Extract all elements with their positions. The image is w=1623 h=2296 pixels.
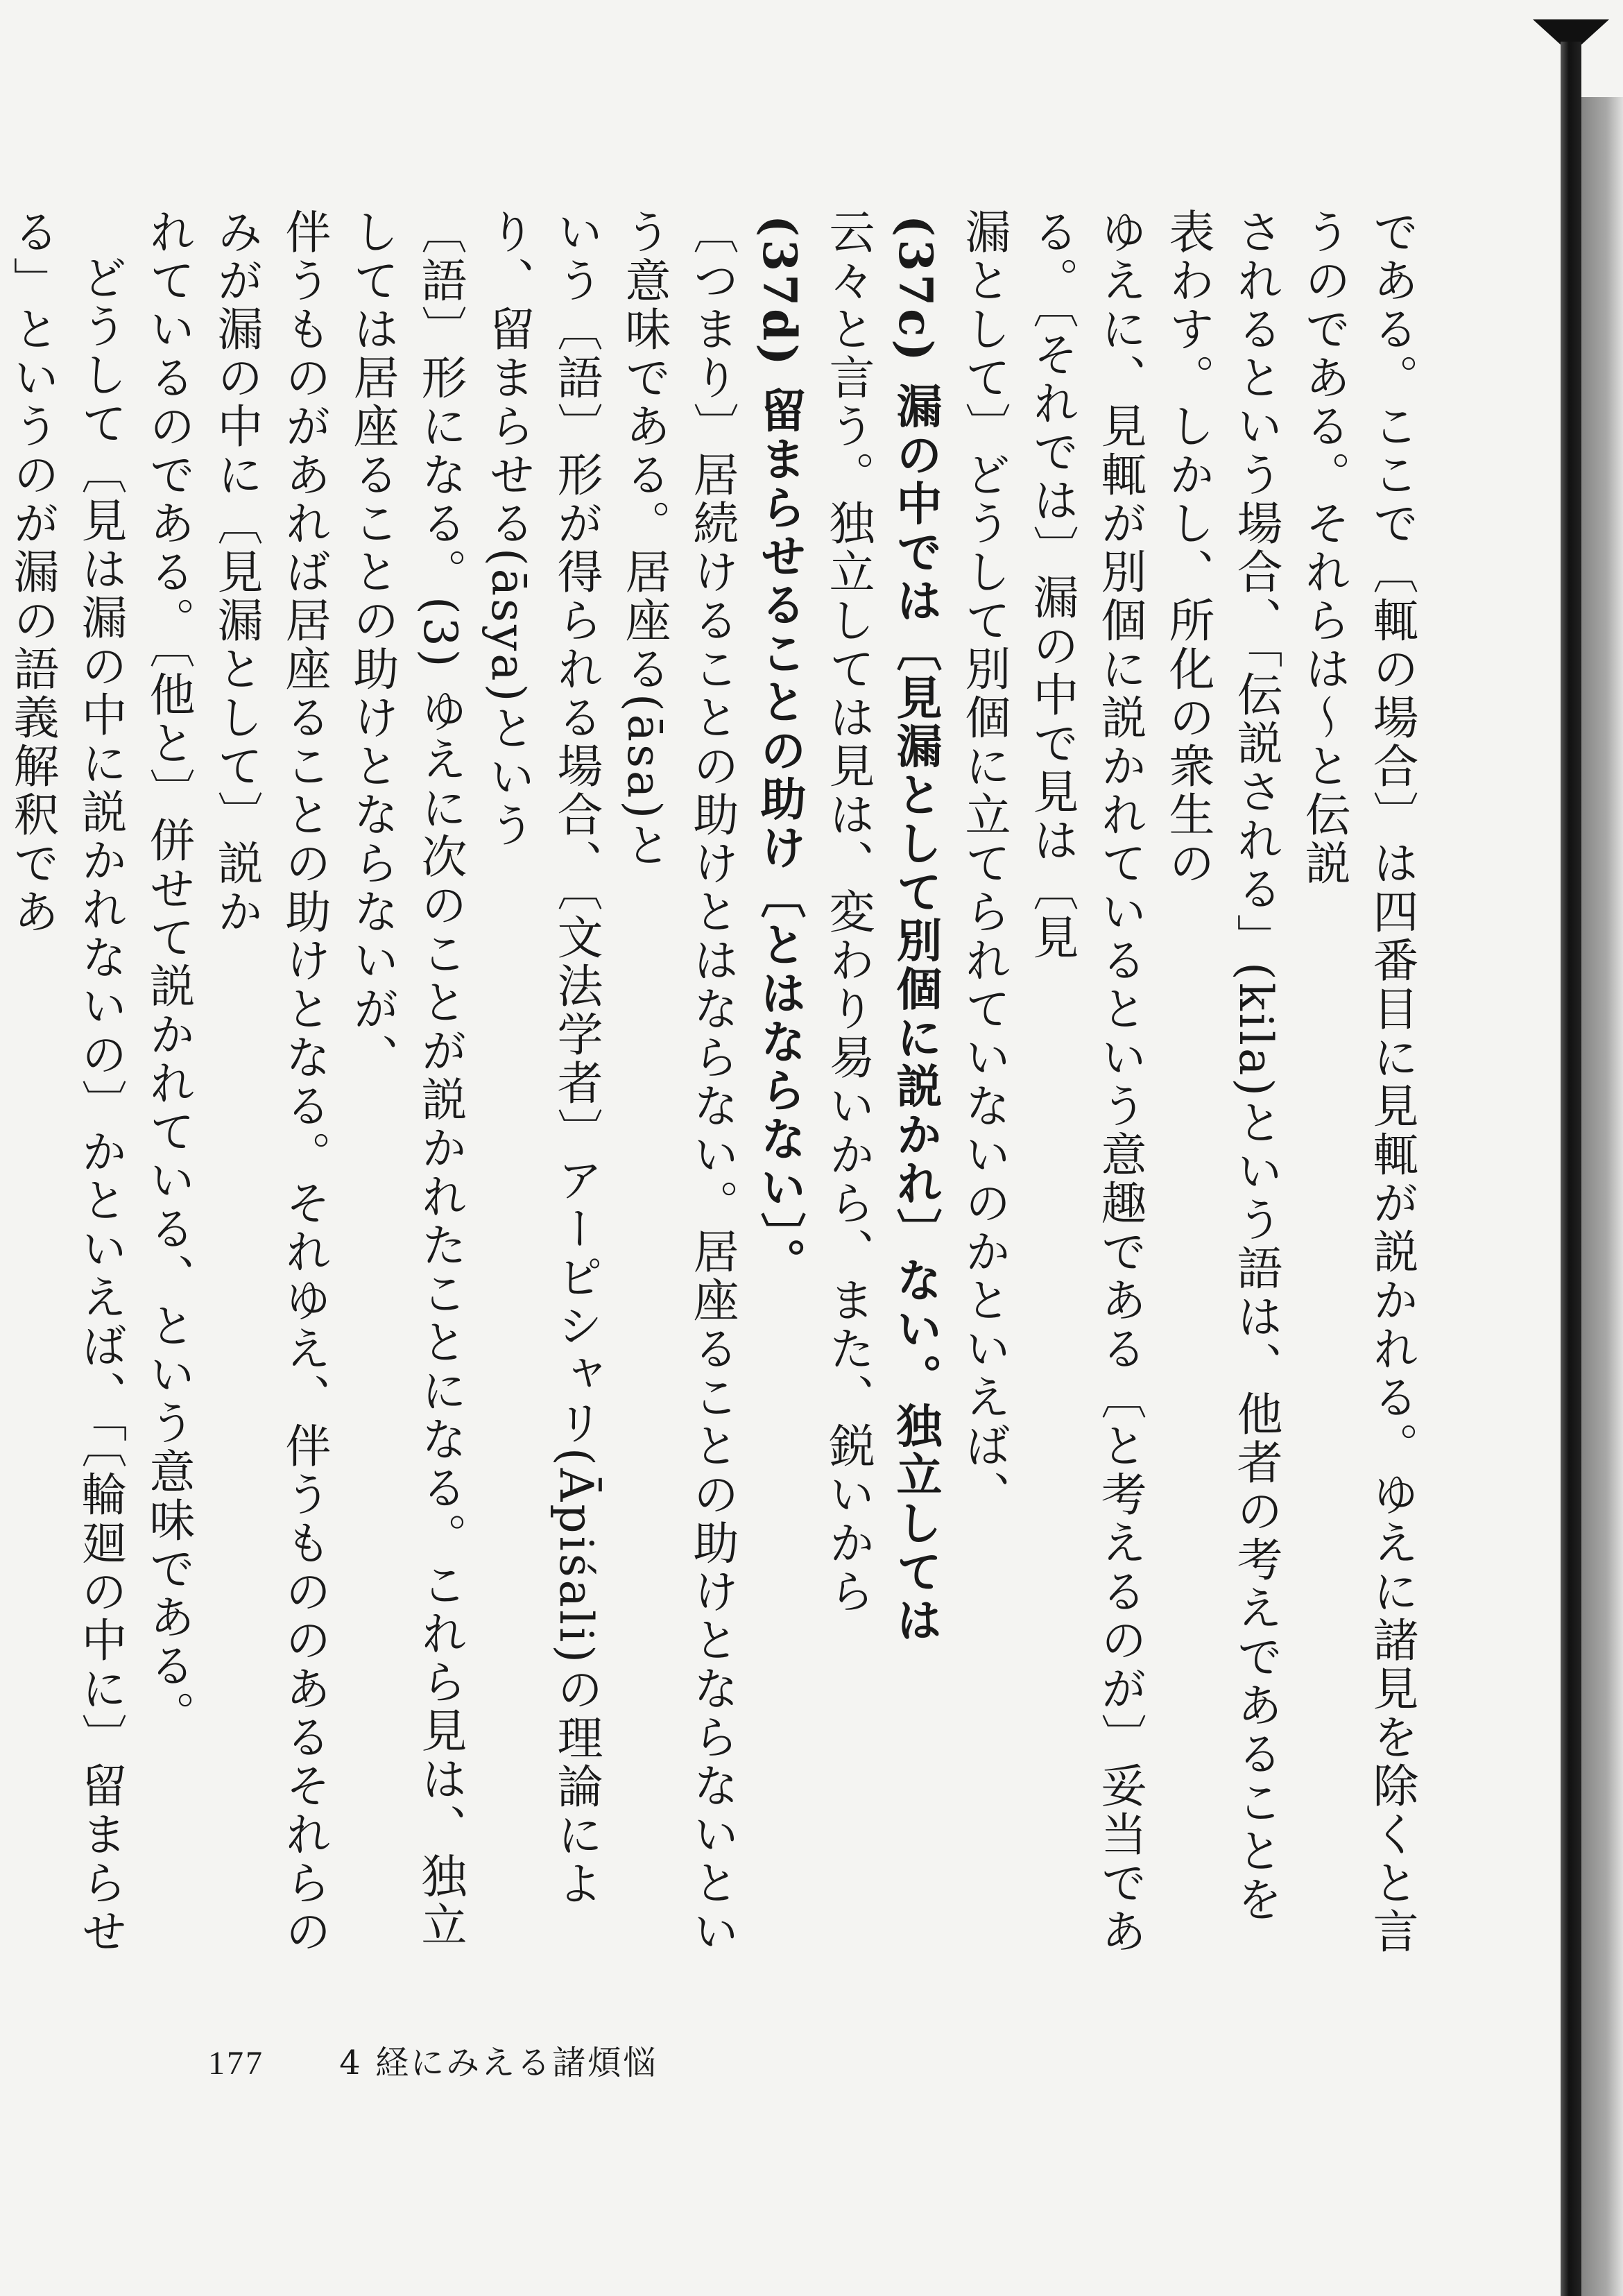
vertical-text-body: [0, 208, 1425, 1970]
text-line: 〔語〕形になる。(3) ゆえに次のことが説かれたことになる。これら見は、独立しては居座ることの助けとならないが、: [345, 208, 467, 1950]
text-line: されるという場合、「伝説される」(kila)という語は、他者の考えであることを表わす。しかし、所化の衆生の: [1161, 208, 1282, 1925]
verse-heading: (37d) 留まらせることの助け〔とはならない〕。: [753, 215, 807, 1287]
text-line: である。ここで〔輒の場合〕は四番目に見輒が説かれる。ゆえに諸見を除くと言うのである。それらは〜と伝説: [1297, 208, 1418, 1956]
text-line: どうして〔見は漏の中に説かれないの〕かといえば、「〔輪廻の中に〕留まらせる」というのが漏の語義解釈であ: [6, 208, 127, 1956]
text-line: 漏として〕どうして別個に立てられていないのかといえば、: [957, 208, 1011, 1519]
text-line: 云々と言う。独立しては見は、変わり易いから、また、鋭いから: [821, 208, 875, 1616]
text-line: 伴うものがあれば居座ることの助けとなる。それゆえ、伴うもののあるそれらのみが漏の中に〔見漏として〕説か: [209, 208, 331, 1956]
text-line: いう〔語〕形が得られる場合、〔文法学者〕アーピシャリ(Āpiśali)の理論により、留まらせる(āsya)という: [481, 208, 603, 1908]
page-number: 177: [208, 2045, 264, 2082]
text-line: ゆえに、見輒が別個に説かれているという意趣である〔と考えるのが〕妥当である。〔それでは〕漏の中で見は〔見: [1025, 208, 1147, 1956]
spine-gradient-edge: [1581, 97, 1623, 2296]
text-line: れているのである。〔他と〕併せて説かれている、という意味である。: [141, 208, 195, 1739]
spine-bar: [1561, 42, 1581, 2296]
page-footer: [208, 2036, 658, 2084]
book-spine-shadow: [1533, 0, 1623, 2296]
verse-heading: (37c) 漏の中では〔見漏として別個に説かれ〕ない。独立しては: [888, 215, 943, 1645]
text-line: 〔つまり〕居続けることの助けとはならない。居座ることの助けとならないという意味である。居座る(āsa)と: [617, 208, 739, 1956]
chapter-title: 4 経にみえる諸煩悩: [339, 2044, 659, 2082]
